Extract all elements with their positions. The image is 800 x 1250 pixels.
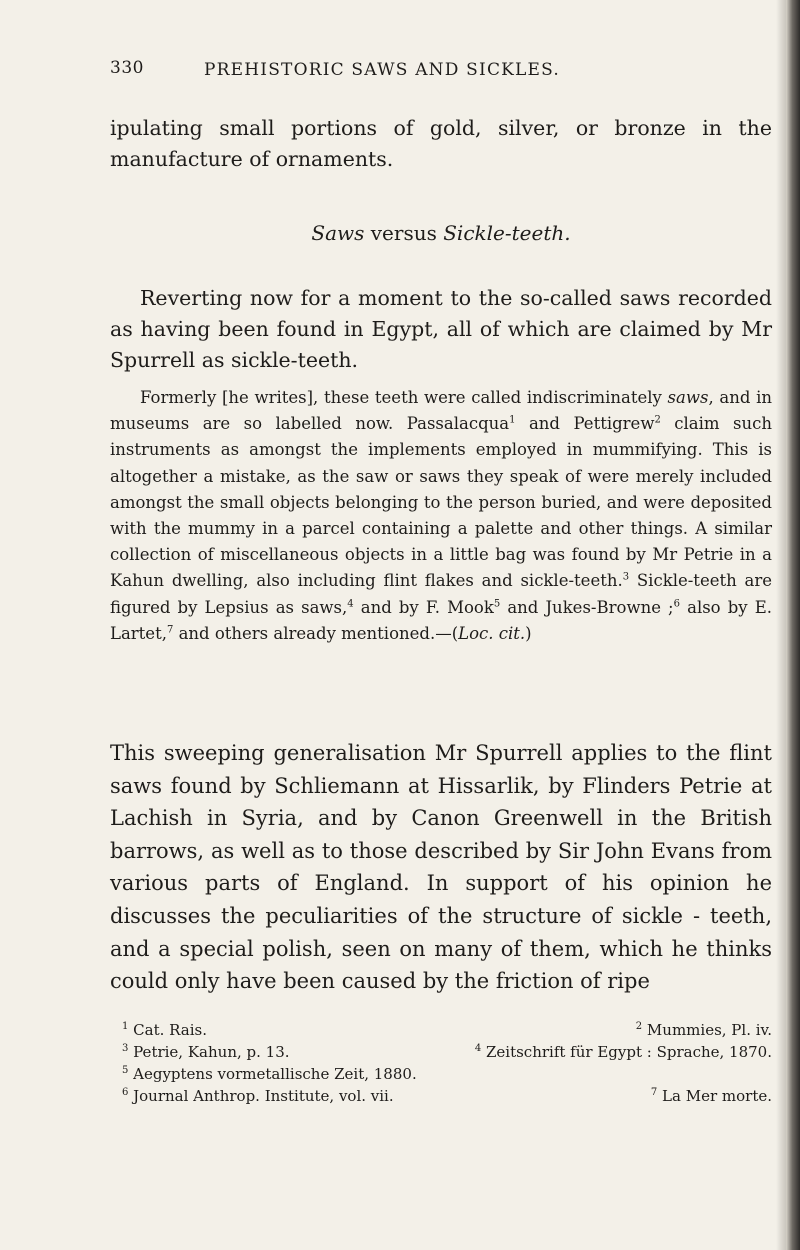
footnotes xyxy=(110,1019,772,1107)
quote-text: and others already mentioned.—( xyxy=(173,623,459,643)
quote-italic-saws: saws xyxy=(667,388,709,407)
footnote-row xyxy=(110,1085,772,1107)
paragraph-3: This sweeping generalisation Mr Spurrell applies to the flint saws found by Schliemann at Hissarlik, by Flinders Petrie at Lachish in Syria, and by Canon Greenwell in the British barrows, as well as to those described by Sir John Evans from various parts of England. In support of his opinion he discusses the peculiarities of the structure of sickle - teeth, and a special polish, seen on many of them, which he thinks could only have been caused by the friction of ripe xyxy=(110,741,772,994)
footnote-row xyxy=(110,1041,772,1063)
footnote-5: $^5$ Aegyptens vormetallische Zeit, 1880. xyxy=(122,1065,417,1083)
running-title: PREHISTORIC SAWS AND SICKLES. xyxy=(204,60,560,80)
footnote-ref: 2 xyxy=(654,414,661,426)
footnote-6: $^6$ Journal Anthrop. Institute, vol. vii. xyxy=(122,1087,394,1105)
quote-text: and by F. Mook xyxy=(353,597,494,617)
quote-text: , and in museums are so labelled now. Passalacqua xyxy=(110,388,772,434)
quote-italic-loc-cit: Loc. cit. xyxy=(458,623,526,643)
footnote-2: $^2$ Mummies, Pl. iv. xyxy=(635,1021,772,1039)
footnote-ref: 5 xyxy=(493,598,501,610)
page-edge-fade xyxy=(776,0,786,1250)
block-quote xyxy=(110,385,772,647)
footnote-ref: 3 xyxy=(622,571,630,583)
page-edge-shadow xyxy=(786,0,800,1250)
footnote-ref: 4 xyxy=(347,598,354,610)
footnote-3: $^3$ Petrie, Kahun, p. 13. xyxy=(122,1043,290,1061)
paragraph-2: Reverting now for a moment to the so-called saws recorded as having been found in Egypt, all of which are claimed by Mr Spurrell as sickle-teeth. xyxy=(110,286,772,372)
quote-text: ) xyxy=(525,623,532,643)
page-number: 330 xyxy=(110,58,144,78)
footnote-7: $^7$ La Mer morte. xyxy=(650,1087,772,1105)
quote-text: Formerly [he writes], these teeth were called indiscriminately xyxy=(140,388,668,407)
footnote-1: $^1$ Cat. Rais. xyxy=(122,1021,207,1039)
quote-text: also by E. Lartet, xyxy=(110,597,772,643)
quote-text: Sickle-teeth are figured by Lepsius as saws, xyxy=(110,571,772,617)
footnote-ref: 6 xyxy=(673,598,680,610)
heading-versus: versus xyxy=(364,221,444,245)
quote-text: and Pettigrew xyxy=(515,414,655,434)
section-heading xyxy=(110,221,772,245)
footnote-4: $^4$ Zeitschrift für Egypt : Sprache, 1870. xyxy=(474,1043,772,1061)
footnote-ref: 7 xyxy=(166,624,174,636)
footnote-ref: 1 xyxy=(509,414,516,426)
heading-sickle-teeth: Sickle-teeth. xyxy=(443,221,571,245)
quote-text: and Jukes-Browne ; xyxy=(500,597,674,617)
heading-saws: Saws xyxy=(311,221,365,245)
paragraph-1: ipulating small portions of gold, silver, or bronze in the manufacture of ornaments. xyxy=(110,116,772,171)
footnote-row xyxy=(110,1063,772,1085)
footnote-row xyxy=(110,1019,772,1041)
quote-text: claim such instruments as amongst the implements employed in mummifying. This is altogether a mistake, as the saw or saws they speak of were merely included amongst the small objects belonging to the person buried, and were deposited with the mummy in a parcel containing a palette and other things. A similar collection of miscellaneous objects in a little bag was found by Mr Petrie in a Kahun dwelling, also including flint flakes and sickle-teeth. xyxy=(110,414,772,591)
